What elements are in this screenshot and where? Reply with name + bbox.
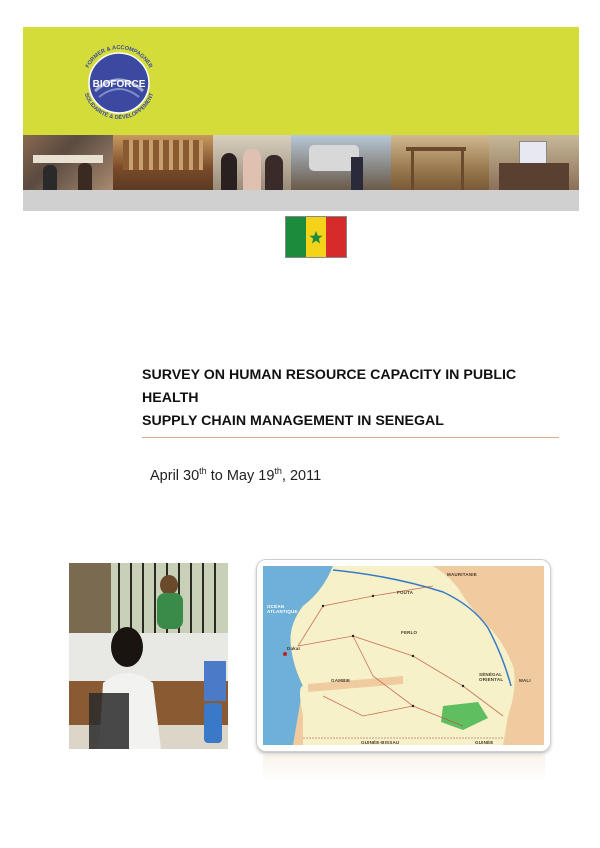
grey-band [23,190,579,211]
map-label-mauritanie: MAURITANIE [447,572,477,577]
photo-classroom [23,135,113,190]
photo-building [113,135,213,190]
photo-construction [391,135,489,190]
photo-meeting [489,135,579,190]
photo-people [213,135,291,190]
map-reflection [263,755,545,781]
pharmacy-photo [69,563,228,749]
logo-wordmark: BIOFORCE [92,79,146,90]
svg-text:SOLIDARITÉ & DÉVELOPPEMENT: SOLIDARITÉ & DÉVELOPPEMENT [82,92,156,122]
bioforce-logo [75,39,163,127]
map-label-senegal-oriental: SÉNÉGAL ORIENTAL [479,672,504,682]
map-label-fouta: FOUTA [397,590,414,595]
title-line-2: SUPPLY CHAIN MANAGEMENT IN SENEGAL [142,413,444,429]
svg-text:FORMER & ACCOMPAGNER: FORMER & ACCOMPAGNER [84,44,154,70]
senegal-flag [285,216,347,258]
star-icon [306,217,326,257]
document-title [142,364,572,433]
senegal-map [257,560,550,751]
photo-strip [23,135,579,190]
map-label-guinee: GUINÉE [475,740,494,745]
photo-vehicle [291,135,391,190]
map-label-dakar: Dakar [287,646,301,651]
map-label-mali: MALI [519,678,531,683]
survey-dates: April 30th to May 19th, 2011 [150,466,322,484]
title-divider [142,437,559,438]
map-label-ocean: OCÉAN ATLANTIQUE [267,604,298,614]
map-label-guinee-bissau: GUINÉE-BISSAU [361,740,400,745]
map-label-ferlo: FERLO [401,630,418,635]
title-line-1: SURVEY ON HUMAN RESOURCE CAPACITY IN PUBLIC HEALTH [142,367,517,406]
map-label-gambie: GAMBIE [331,678,351,683]
header-banner [23,27,579,135]
